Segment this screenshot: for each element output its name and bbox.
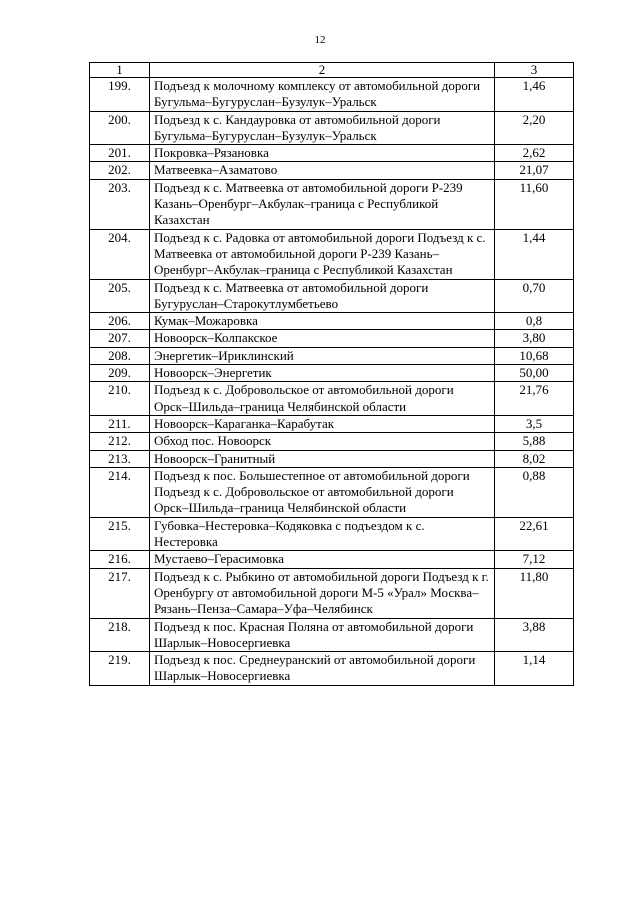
table-row <box>90 517 574 551</box>
road-length-cell: 1,46 <box>495 78 574 112</box>
road-name-cell: Губовка–Нестеровка–Кодяковка с подъездом к с. Нестеровка <box>150 517 495 551</box>
column-header-number: 1 <box>90 63 150 78</box>
table-row <box>90 162 574 179</box>
row-number-cell: 200. <box>90 111 150 145</box>
road-length-cell: 50,00 <box>495 365 574 382</box>
road-length-cell: 22,61 <box>495 517 574 551</box>
table-header-row <box>90 63 574 78</box>
row-number-cell: 216. <box>90 551 150 568</box>
road-name-cell: Подъезд к с. Кандауровка от автомобильной дороги Бугульма–Бугуруслан–Бузулук–Уральск <box>150 111 495 145</box>
row-number-cell: 202. <box>90 162 150 179</box>
road-name-cell: Подъезд к с. Рыбкино от автомобильной дороги Подъезд к г. Оренбургу от автомобильной дороги М-5 «Урал» Москва–Рязань–Пенза–Самара–Уфа–Челябинск <box>150 568 495 618</box>
road-name-cell: Подъезд к с. Матвеевка от автомобильной дороги Бугуруслан–Старокутлумбетьево <box>150 279 495 313</box>
table-row <box>90 365 574 382</box>
road-length-cell: 3,5 <box>495 415 574 432</box>
road-length-cell: 1,14 <box>495 652 574 686</box>
road-length-cell: 10,68 <box>495 347 574 364</box>
table-row <box>90 78 574 112</box>
row-number-cell: 207. <box>90 330 150 347</box>
row-number-cell: 219. <box>90 652 150 686</box>
road-length-cell: 7,12 <box>495 551 574 568</box>
row-number-cell: 215. <box>90 517 150 551</box>
row-number-cell: 199. <box>90 78 150 112</box>
road-length-cell: 3,88 <box>495 618 574 652</box>
row-number-cell: 213. <box>90 450 150 467</box>
row-number-cell: 206. <box>90 313 150 330</box>
road-name-cell: Подъезд к молочному комплексу от автомобильной дороги Бугульма–Бугуруслан–Бузулук–Уральск <box>150 78 495 112</box>
table-row <box>90 467 574 517</box>
table-row <box>90 551 574 568</box>
row-number-cell: 203. <box>90 179 150 229</box>
table-row <box>90 618 574 652</box>
row-number-cell: 208. <box>90 347 150 364</box>
road-name-cell: Энергетик–Ириклинский <box>150 347 495 364</box>
table-row <box>90 568 574 618</box>
row-number-cell: 205. <box>90 279 150 313</box>
roads-table <box>89 62 574 686</box>
road-length-cell: 5,88 <box>495 433 574 450</box>
road-name-cell: Подъезд к пос. Среднеуранский от автомобильной дороги Шарлык–Новосергиевка <box>150 652 495 686</box>
row-number-cell: 211. <box>90 415 150 432</box>
road-name-cell: Подъезд к с. Матвеевка от автомобильной дороги Р-239 Казань–Оренбург–Акбулак–граница с Республикой Казахстан <box>150 179 495 229</box>
row-number-cell: 210. <box>90 382 150 416</box>
row-number-cell: 212. <box>90 433 150 450</box>
road-name-cell: Новоорск–Караганка–Карабутак <box>150 415 495 432</box>
table-row <box>90 652 574 686</box>
road-length-cell: 1,44 <box>495 229 574 279</box>
road-name-cell: Обход пос. Новоорск <box>150 433 495 450</box>
road-length-cell: 21,76 <box>495 382 574 416</box>
road-length-cell: 0,70 <box>495 279 574 313</box>
row-number-cell: 209. <box>90 365 150 382</box>
road-name-cell: Подъезд к с. Радовка от автомобильной дороги Подъезд к с. Матвеевка от автомобильной дороги Р-239 Казань–Оренбург–Акбулак–граница с Республикой Казахстан <box>150 229 495 279</box>
table-row <box>90 229 574 279</box>
road-length-cell: 21,07 <box>495 162 574 179</box>
road-name-cell: Подъезд к пос. Красная Поляна от автомобильной дороги Шарлык–Новосергиевка <box>150 618 495 652</box>
row-number-cell: 214. <box>90 467 150 517</box>
road-name-cell: Подъезд к с. Добровольское от автомобильной дороги Орск–Шильда–граница Челябинской области <box>150 382 495 416</box>
road-name-cell: Матвеевка–Азаматово <box>150 162 495 179</box>
row-number-cell: 204. <box>90 229 150 279</box>
row-number-cell: 217. <box>90 568 150 618</box>
table-row <box>90 145 574 162</box>
road-length-cell: 0,8 <box>495 313 574 330</box>
table-row <box>90 313 574 330</box>
table-row <box>90 415 574 432</box>
column-header-name: 2 <box>150 63 495 78</box>
road-name-cell: Кумак–Можаровка <box>150 313 495 330</box>
road-length-cell: 8,02 <box>495 450 574 467</box>
road-name-cell: Подъезд к пос. Большестепное от автомобильной дороги Подъезд к с. Добровольское от автомобильной дороги Орск–Шильда–граница Челябинской области <box>150 467 495 517</box>
road-name-cell: Новоорск–Гранитный <box>150 450 495 467</box>
road-length-cell: 11,80 <box>495 568 574 618</box>
column-header-value: 3 <box>495 63 574 78</box>
road-length-cell: 11,60 <box>495 179 574 229</box>
row-number-cell: 218. <box>90 618 150 652</box>
road-length-cell: 2,62 <box>495 145 574 162</box>
road-length-cell: 0,88 <box>495 467 574 517</box>
table-row <box>90 111 574 145</box>
road-name-cell: Мустаево–Герасимовка <box>150 551 495 568</box>
table-row <box>90 450 574 467</box>
table-row <box>90 347 574 364</box>
table-row <box>90 330 574 347</box>
table-row <box>90 382 574 416</box>
road-name-cell: Новоорск–Энергетик <box>150 365 495 382</box>
road-name-cell: Покровка–Рязановка <box>150 145 495 162</box>
page-number: 12 <box>314 34 326 46</box>
table-row <box>90 433 574 450</box>
road-length-cell: 3,80 <box>495 330 574 347</box>
table-row <box>90 279 574 313</box>
road-length-cell: 2,20 <box>495 111 574 145</box>
row-number-cell: 201. <box>90 145 150 162</box>
table-row <box>90 179 574 229</box>
road-name-cell: Новоорск–Колпакское <box>150 330 495 347</box>
